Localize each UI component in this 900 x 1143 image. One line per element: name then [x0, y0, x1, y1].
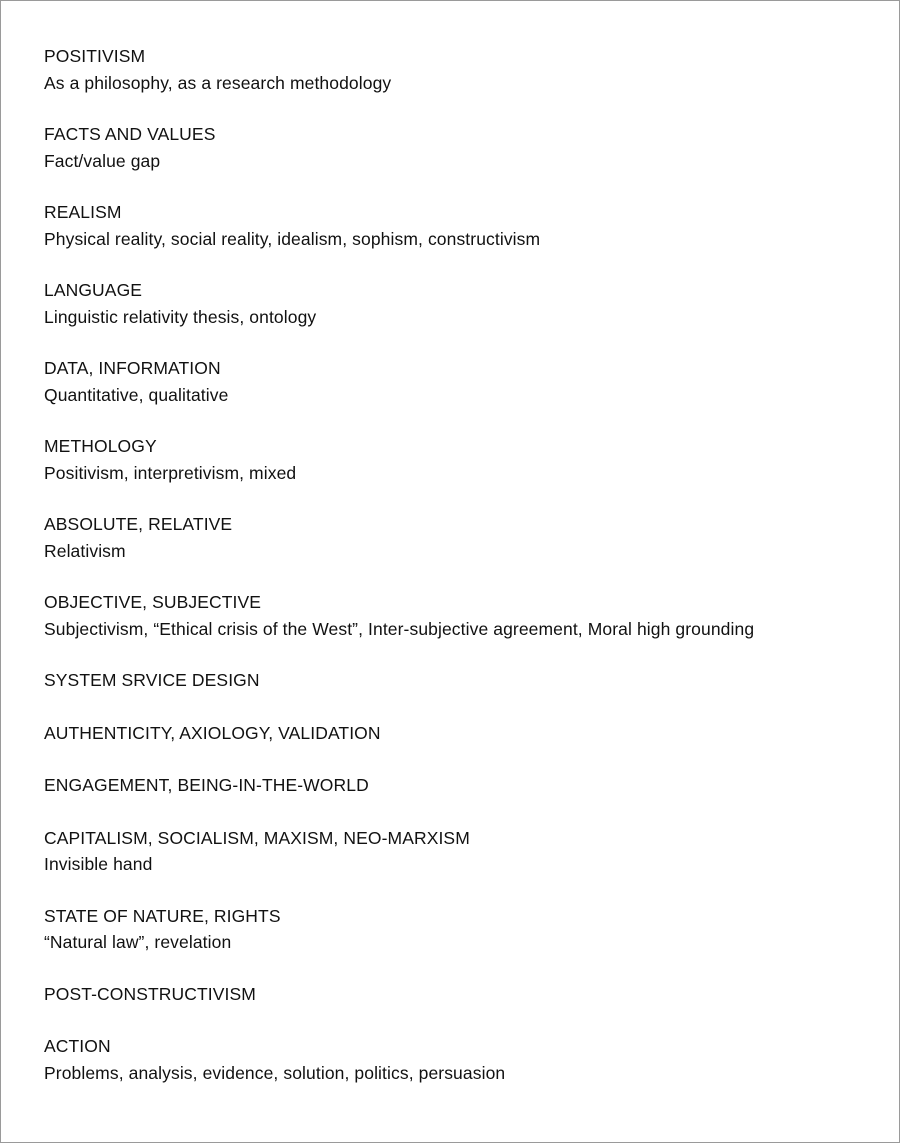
list-item — [44, 981, 884, 1008]
topic-heading: OBJECTIVE, SUBJECTIVE — [44, 592, 262, 612]
topic-detail: Fact/value gap — [44, 150, 161, 171]
topic-heading: FACTS AND VALUES — [44, 124, 216, 144]
list-item — [44, 667, 884, 694]
list-item — [44, 825, 884, 878]
topic-heading: AUTHENTICITY, AXIOLOGY, VALIDATION — [44, 722, 381, 743]
topic-detail: Problems, analysis, evidence, solution, politics, persuasion — [44, 1062, 506, 1083]
list-item — [44, 511, 884, 564]
topic-detail: Subjectivism, “Ethical crisis of the West”, Inter-subjective agreement, Moral high grounding — [44, 618, 755, 639]
list-item — [44, 433, 884, 486]
topic-heading: DATA, INFORMATION — [44, 358, 221, 378]
list-item — [44, 199, 884, 252]
topic-heading: STATE OF NATURE, RIGHTS — [44, 905, 281, 926]
topic-list — [44, 43, 884, 1111]
topic-detail: Invisible hand — [44, 854, 153, 874]
topic-detail: Linguistic relativity thesis, ontology — [44, 306, 317, 327]
topic-heading: ACTION — [44, 1036, 111, 1056]
topic-heading: CAPITALISM, SOCIALISM, MAXISM, NEO-MARXISM — [44, 827, 470, 848]
list-item — [44, 277, 884, 330]
topic-heading: REALISM — [44, 202, 122, 222]
list-item — [44, 1033, 884, 1086]
topic-detail: As a philosophy, as a research methodology — [44, 72, 392, 93]
topic-heading: LANGUAGE — [44, 280, 143, 300]
topic-detail: Positivism, interpretivism, mixed — [44, 462, 297, 483]
list-item — [44, 355, 884, 408]
topic-heading: POSITIVISM — [44, 46, 146, 66]
list-item — [44, 589, 884, 642]
topic-detail: Physical reality, social reality, idealism, sophism, constructivism — [44, 228, 541, 249]
topic-heading: SYSTEM SRVICE DESIGN — [44, 670, 260, 690]
list-item — [44, 720, 884, 747]
topic-detail: “Natural law”, revelation — [44, 932, 232, 952]
list-item — [44, 772, 884, 799]
topic-heading: METHOLOGY — [44, 436, 157, 456]
topic-detail: Relativism — [44, 540, 126, 561]
topic-heading: POST-CONSTRUCTIVISM — [44, 983, 256, 1004]
list-item — [44, 121, 884, 174]
topic-detail: Quantitative, qualitative — [44, 384, 229, 405]
list-item — [44, 903, 884, 956]
list-item — [44, 43, 884, 96]
topic-heading: ABSOLUTE, RELATIVE — [44, 514, 233, 534]
topic-heading: ENGAGEMENT, BEING-IN-THE-WORLD — [44, 775, 369, 795]
